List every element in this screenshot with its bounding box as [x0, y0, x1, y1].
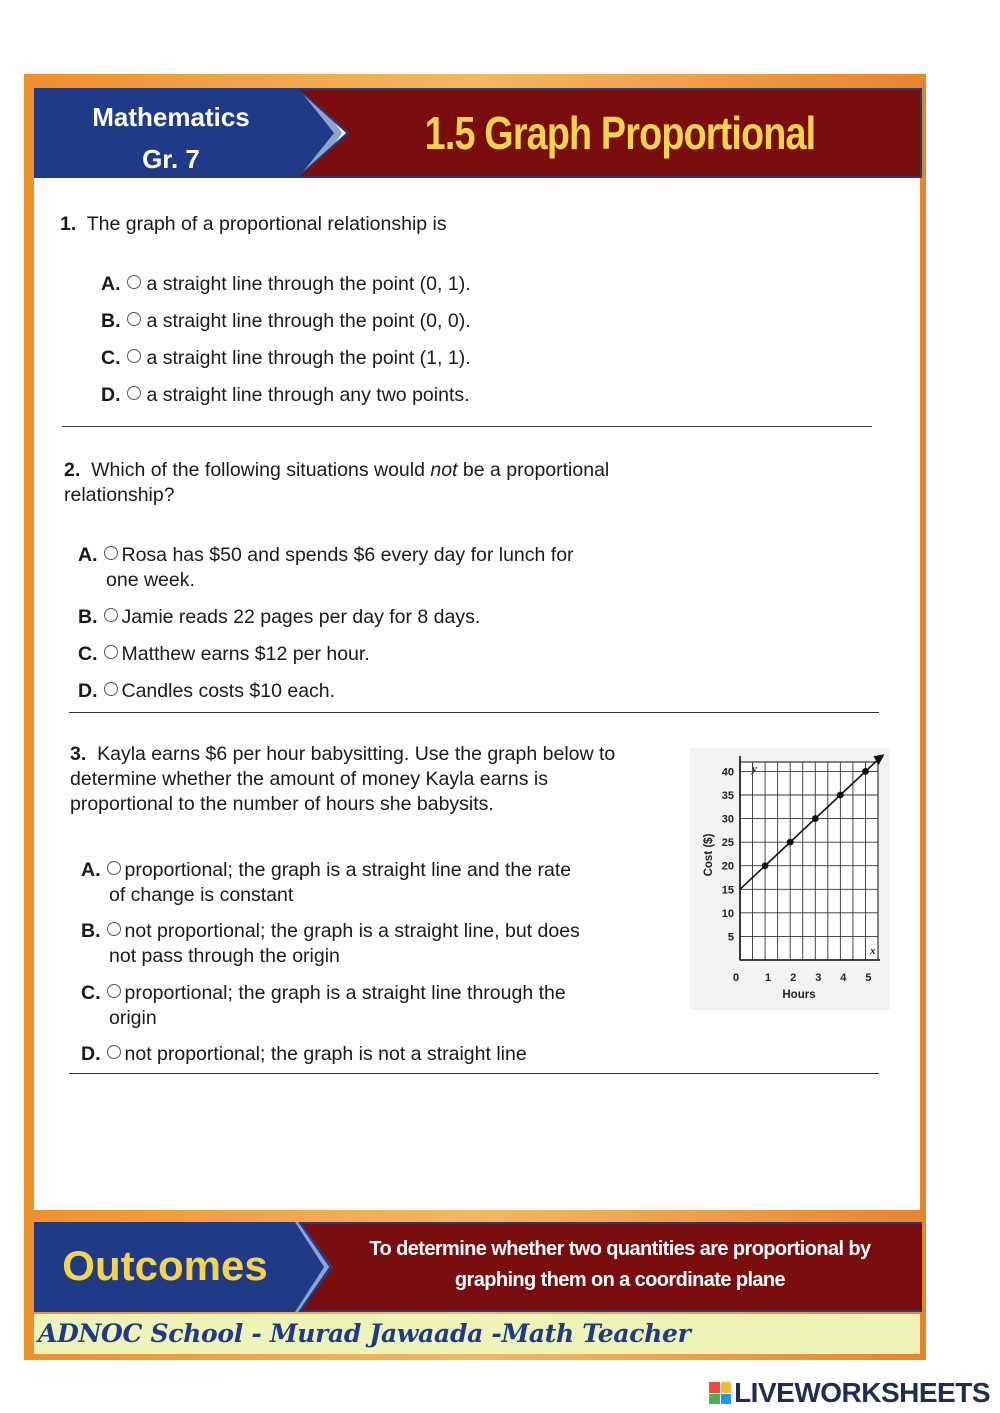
radio-button[interactable]	[127, 386, 141, 400]
option-letter: A.	[81, 859, 101, 881]
option-letter: B.	[81, 920, 101, 942]
option-letter: D.	[78, 680, 98, 702]
y-tick-label: 15	[721, 884, 734, 897]
y-axis-letter: y	[752, 763, 757, 775]
question-emphasis: not	[430, 459, 458, 481]
question-text-end: be a proportional	[462, 459, 610, 481]
radio-button[interactable]	[107, 984, 121, 998]
outcomes-line2: graphing them on a coordinate plane	[454, 1269, 786, 1291]
option-letter: D.	[101, 384, 121, 406]
data-point	[787, 839, 794, 846]
outcomes-line1: To determine whether two quantities are proportional by	[369, 1238, 871, 1260]
radio-button[interactable]	[104, 608, 118, 622]
option-text: Matthew earns $12 per hour.	[121, 643, 370, 665]
option-letter: C.	[101, 347, 121, 369]
option-letter: B.	[101, 310, 121, 332]
x-tick-label: 4	[840, 972, 847, 984]
question-1	[60, 212, 447, 237]
subject-name: Mathematics	[92, 102, 250, 132]
brand-name: LIVEWORKSHEETS	[734, 1377, 990, 1408]
q1-option-a[interactable]	[101, 272, 471, 297]
option-text: proportional; the graph is a straight line and the rate	[124, 859, 572, 881]
header-subject	[40, 96, 302, 180]
x-axis-letter: x	[870, 945, 876, 957]
radio-button[interactable]	[107, 1045, 121, 1059]
q2-option-b[interactable]	[78, 605, 480, 630]
liveworksheets-brand[interactable]	[709, 1376, 990, 1410]
radio-button[interactable]	[127, 275, 141, 289]
option-text-line2: one week.	[106, 569, 195, 591]
x-tick-label: 3	[815, 972, 822, 984]
cost-hours-graph	[690, 748, 890, 1010]
radio-button[interactable]	[127, 349, 141, 363]
x-tick-label: 1	[765, 972, 772, 984]
question-text-line3: proportional to the number of hours she babysits.	[70, 793, 494, 815]
question-number: 1.	[60, 213, 77, 235]
radio-button[interactable]	[107, 861, 121, 875]
option-letter: A.	[101, 273, 121, 295]
y-tick-label: 20	[721, 860, 734, 873]
page-title: 1.5 Graph Proportional	[424, 107, 816, 159]
option-text: a straight line through the point (1, 1).	[146, 347, 471, 369]
q3-option-b[interactable]	[81, 919, 580, 969]
x-tick-label: 2	[790, 972, 797, 984]
option-text: Rosa has $50 and spends $6 every day for lunch for	[121, 544, 574, 566]
option-text: proportional; the graph is a straight line through the	[124, 982, 566, 1004]
question-number: 2.	[64, 459, 81, 481]
q2-option-a[interactable]	[78, 543, 574, 593]
question-number: 3.	[70, 743, 87, 765]
option-text-line2: origin	[109, 1007, 157, 1029]
y-tick-label: 40	[721, 766, 734, 779]
q3-option-d[interactable]	[81, 1042, 527, 1067]
question-text-line1: Kayla earns $6 per hour babysitting. Use the graph below to	[97, 743, 616, 765]
option-text: not proportional; the graph is not a straight line	[124, 1043, 527, 1065]
data-point	[862, 768, 869, 775]
teacher-credit: ADNOC School - Murad Jawaada -Math Teacher	[38, 1319, 691, 1348]
option-letter: B.	[78, 606, 98, 628]
radio-button[interactable]	[104, 682, 118, 696]
y-tick-label: 5	[727, 931, 734, 944]
radio-button[interactable]	[104, 645, 118, 659]
option-text: Candles costs $10 each.	[121, 680, 336, 702]
liveworksheets-logo-icon	[709, 1382, 731, 1404]
data-point	[812, 815, 819, 822]
plot-area	[740, 762, 878, 960]
chart-svg	[690, 748, 890, 1010]
option-letter: A.	[78, 544, 98, 566]
option-text: a straight line through any two points.	[146, 384, 470, 406]
q3-option-c[interactable]	[81, 981, 566, 1031]
data-point	[837, 792, 844, 799]
y-tick-label: 35	[721, 790, 734, 802]
option-text: not proportional; the graph is a straight line, but does	[124, 920, 580, 942]
radio-button[interactable]	[104, 546, 118, 560]
option-text: a straight line through the point (0, 1).	[146, 273, 471, 295]
radio-button[interactable]	[127, 312, 141, 326]
question-text: The graph of a proportional relationship is	[86, 213, 447, 235]
question-text-line2: determine whether the amount of money Kayla earns is	[70, 768, 549, 790]
q2-option-c[interactable]	[78, 642, 370, 667]
data-point	[762, 862, 769, 869]
question-3	[70, 742, 615, 817]
y-axis-title: Cost ($)	[703, 833, 715, 877]
question-text-start: Which of the following situations would	[91, 459, 425, 481]
y-tick-label: 30	[721, 813, 734, 826]
q1-option-b[interactable]	[101, 309, 471, 334]
question-2	[64, 458, 609, 508]
q1-option-d[interactable]	[101, 383, 470, 408]
option-text: a straight line through the point (0, 0).	[146, 310, 471, 332]
q3-option-a[interactable]	[81, 858, 571, 908]
x-axis-title: Hours	[782, 989, 816, 1001]
grade-label: Gr. 7	[142, 144, 200, 174]
option-text-line2: not pass through the origin	[109, 945, 340, 967]
option-letter: C.	[81, 982, 101, 1004]
divider	[62, 426, 872, 427]
outcomes-text	[318, 1234, 922, 1296]
x-tick-label: 5	[865, 972, 872, 984]
y-tick-label: 10	[721, 907, 734, 920]
y-tick-label: 25	[721, 837, 734, 850]
option-text-line2: of change is constant	[109, 884, 294, 906]
divider	[69, 712, 879, 713]
q1-option-c[interactable]	[101, 346, 471, 371]
question-text-line2: relationship?	[64, 484, 175, 506]
divider	[69, 1073, 879, 1074]
q2-option-d[interactable]	[78, 679, 335, 704]
option-letter: C.	[78, 643, 98, 665]
x-tick-label: 0	[732, 972, 740, 984]
outcomes-label: Outcomes	[62, 1242, 268, 1289]
option-text: Jamie reads 22 pages per day for 8 days.	[121, 606, 481, 628]
radio-button[interactable]	[107, 922, 121, 936]
option-letter: D.	[81, 1043, 101, 1065]
